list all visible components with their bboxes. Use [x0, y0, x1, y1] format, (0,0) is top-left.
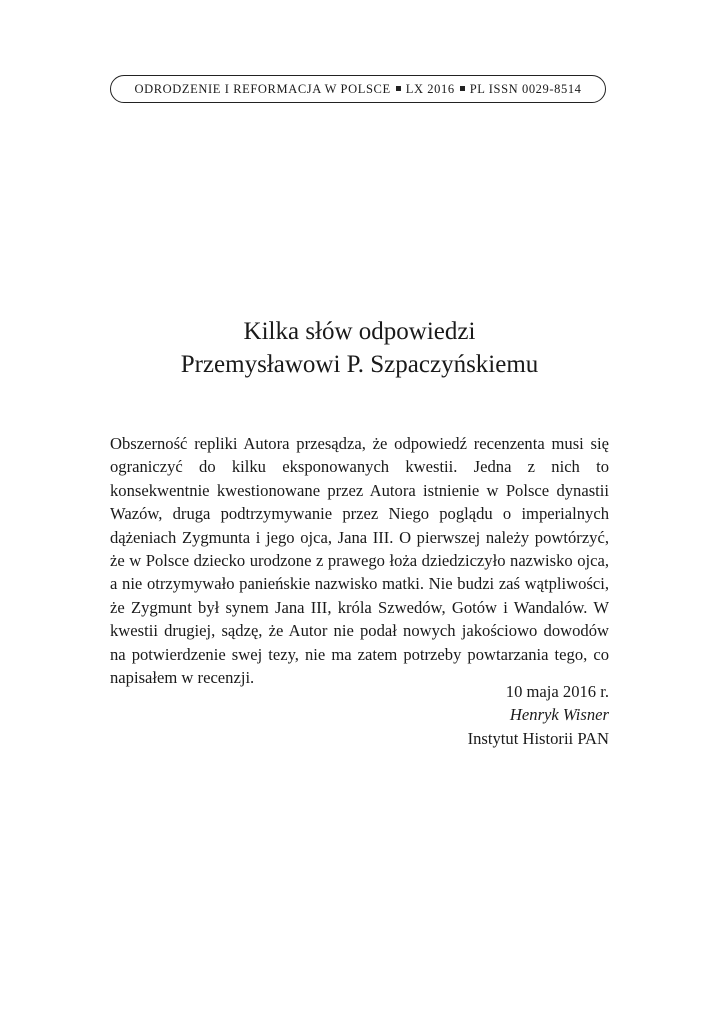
running-header — [110, 75, 606, 103]
square-separator-icon — [460, 86, 465, 91]
article-title — [0, 315, 719, 381]
article-body: Obszerność repliki Autora przesądza, że odpowiedź recenzenta musi się ograniczyć do kilku eksponowanych kwestii. Jedna z nich to konsekwentnie kwestionowane przez Autora istnienie w Polsce dynastii Wazów, druga podtrzymywanie przez Niego poglądu o imperialnych dążeniach Zygmunta i jego ojca, Jana III. O pierwszej należy powtórzyć, że w Polsce dziecko urodzone z prawego łoża dziedziczyło nazwisko ojca, a nie otrzymywało panieńskie nazwisko matki. Nie budzi zaś wątpliwości, że Zygmunt był synem Jana III, króla Szwedów, Gotów i Wandalów. W kwestii drugiej, sądzę, że Autor nie podał nowych jakościowo dowodów na potwierdzenie swej tezy, nie ma zatem potrzeby powtarzania tego, co napisałem w recenzji. — [110, 434, 609, 688]
signature-block — [468, 680, 609, 750]
article-title-line2: Przemysławowi P. Szpaczyńskiemu — [180, 351, 539, 378]
journal-issn: PL ISSN 0029-8514 — [469, 81, 582, 96]
signature-author: Henryk Wisner — [509, 705, 609, 725]
journal-volume: LX 2016 — [405, 81, 455, 96]
journal-name: ODRODZENIE I REFORMACJA W POLSCE — [134, 81, 391, 96]
square-separator-icon — [396, 86, 401, 91]
signature-date: 10 maja 2016 r. — [505, 682, 609, 701]
signature-affiliation: Instytut Historii PAN — [467, 728, 609, 748]
article-title-line1: Kilka słów odpowiedzi — [243, 318, 476, 345]
